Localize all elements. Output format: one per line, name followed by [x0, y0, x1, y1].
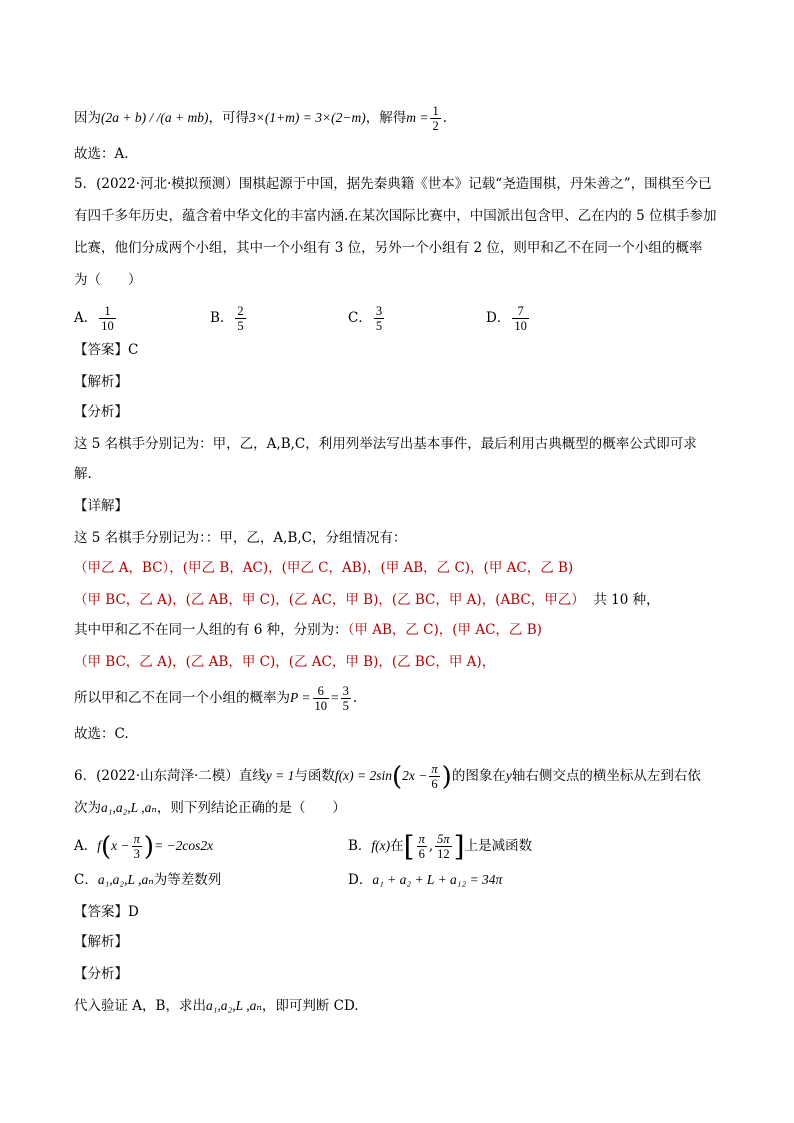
q5-groups-line-2-row: [74, 590, 660, 610]
q6-fenxi-heading: 【分析】: [74, 966, 128, 982]
q5-p-num2: 3: [342, 684, 349, 698]
q6-option-a-pi: π: [133, 832, 140, 846]
q5-analysis-2: 解.: [74, 466, 92, 482]
q5-probability-line: 所以甲和乙不在同一个小组的概率为P = $\frac{6}{10}$ = $\frac{3}{5}$ .: [74, 684, 358, 713]
q5-option-c-num: 3: [375, 304, 383, 318]
q6-analysis-pre: 代入验证 A，B，求出: [74, 998, 206, 1014]
q5-option-b-num: 2: [237, 304, 244, 318]
q6-function: f(x) = 2sin: [334, 768, 393, 783]
q5-option-d-num: 7: [512, 304, 529, 319]
q6-option-b-six: 6: [418, 847, 425, 861]
q6-option-a-rhs: = −2cos2x: [154, 838, 214, 853]
q6-option-b: B．f(x)在[ $\frac{\pi}{6}$ , $\frac{5\pi}{12}$ ]上是减函数: [348, 830, 533, 863]
q6-stem2-post: ，则下列结论正确的是（ ）: [156, 800, 346, 816]
q5-option-d-den: 10: [514, 319, 527, 333]
q6-stem2-pre: 次为: [74, 800, 101, 816]
q5-answer: 【答案】C: [74, 342, 139, 358]
q4-m-lhs: m =: [406, 110, 429, 125]
q6-option-a-arg: x −: [111, 838, 130, 853]
q4-parallel-expr: (2a + b) / /(a + mb): [101, 110, 209, 125]
q6-option-b-12: 12: [437, 847, 450, 861]
q6-option-b-5pi: 5π: [437, 832, 450, 846]
q5-diff-line-1: （甲 AB，乙 C)，(甲 AC，乙 B): [347, 622, 542, 638]
q6-option-a-label: A．: [74, 838, 98, 854]
q4-m-den: 2: [432, 119, 439, 133]
q6-stem-tail: 轴右侧交点的横坐标从左到右依: [511, 768, 701, 784]
q6-option-b-label: B．: [348, 838, 372, 854]
q5-diff-intro: 其中甲和乙不在同一人组的有 6 种，分别为：: [74, 622, 348, 638]
q4-end: .: [442, 110, 448, 126]
q6-option-b-post: 上是减函数: [464, 838, 533, 854]
q5-stem-3: 比赛，他们分成两个小组，其中一个小组有 3 位，另外一个小组有 2 位，则甲和乙不在同一个小组的概率: [74, 240, 703, 256]
q6-option-c-post: 为等差数列: [153, 872, 222, 888]
q4-post: ，解得: [365, 110, 407, 126]
q4-equation: 3×(1+m) = 3×(2−m): [248, 110, 366, 125]
q6-answer: 【答案】D: [74, 904, 139, 920]
q6-option-d-label: D．: [348, 872, 373, 888]
q6-stem-1: 6．(2022·山东菏泽·二模）直线y = 1与函数f(x) = 2sin(2x − $\frac{\pi}{6}$ )的图象在y轴右侧交点的横坐标从左到右依: [74, 762, 701, 792]
q6-analysis: [74, 996, 359, 1016]
q6-stem-2: [74, 798, 346, 818]
q5-option-c: [348, 304, 386, 333]
q6-option-a: A．f(x − $\frac{\pi}{3}$ )= −2cos2x: [74, 832, 214, 862]
q4-mid: ，可得: [208, 110, 249, 126]
q6-option-b-f: f(x): [371, 838, 391, 853]
q6-analysis-seq: a₁,a₂,L ,aₙ: [205, 998, 262, 1013]
q6-stem-pre: 6．(2022·山东菏泽·二模）直线: [74, 768, 266, 784]
q6-option-d: [348, 870, 502, 890]
q5-p-num1: 6: [313, 684, 330, 699]
q5-analysis-1: 这 5 名棋手分别记为：甲，乙，A,B,C，利用列举法写出基本事件，最后利用古典概型的概率公式即可求: [74, 436, 697, 452]
q6-stem-mid: 与函数: [294, 768, 335, 784]
q6-analysis-post: ，即可判断 CD.: [261, 998, 359, 1014]
q5-option-a-label: A．: [74, 310, 98, 326]
q6-fn-arg: 2x −: [402, 768, 428, 783]
q5-option-d: [486, 304, 531, 333]
q5-p-den2: 5: [342, 699, 349, 713]
q6-option-a-f: f: [97, 838, 102, 853]
q5-stem-2: 有四千多年历史，蕴含着中华文化的丰富内涵.在某次国际比赛中，中国派出包含甲、乙在内的 5 位棋手参加: [74, 208, 717, 224]
q4-m-fraction: [430, 104, 440, 133]
q6-jiexi-heading: 【解析】: [74, 934, 128, 950]
q5-option-b: [210, 304, 248, 333]
q5-option-b-label: B．: [210, 310, 234, 326]
q5-groups-line-2: （甲 BC，乙 A)，(乙 AB，甲 C)，(乙 AC，甲 B)，(乙 BC，甲 A)，(ABC，甲乙）: [74, 592, 585, 608]
q5-option-c-label: C．: [348, 310, 372, 326]
q5-option-a-num: 1: [99, 304, 116, 319]
q5-diff-line-2: （甲 BC，乙 A)，(乙 AB，甲 C)，(乙 AC，甲 B)，(乙 BC，甲 A)，: [74, 654, 496, 670]
q5-groups-line-1: （甲乙 A，BC），(甲乙 B，AC)，(甲乙 C，AB)，(甲 AB，乙 C)，(甲 AC，乙 B): [74, 560, 574, 576]
q5-fenxi-heading: 【分析】: [74, 404, 128, 420]
q6-sequence: a₁,a₂,L ,aₙ: [101, 800, 157, 815]
q5-prob-lhs: P =: [290, 690, 311, 705]
q4-conclusion-line: [74, 104, 447, 133]
q5-detail-intro: 这 5 名棋手分别记为：：甲，乙，A,B,C，分组情况有：: [74, 530, 407, 546]
q6-line-eq: y = 1: [265, 768, 295, 783]
q6-option-b-in: 在: [390, 838, 404, 854]
q6-option-c: [74, 870, 221, 890]
q6-stem-post: 的图象在: [451, 768, 506, 784]
q5-diff-intro-row: [74, 620, 542, 640]
q5-option-b-den: 5: [237, 319, 244, 333]
q6-option-d-expr: a₁ + a₂ + L + a₁₂ = 34π: [372, 872, 503, 887]
q5-jiexi-heading: 【解析】: [74, 374, 128, 390]
q4-pre: 因为: [74, 110, 101, 126]
q5-choose: 故选：C.: [74, 726, 129, 742]
q5-option-c-den: 5: [375, 319, 383, 333]
q5-stem-4: 为（ ）: [74, 272, 142, 288]
q4-choose: 故选：A.: [74, 146, 129, 162]
q4-m-num: 1: [432, 104, 439, 118]
q5-prob-pre: 所以甲和乙不在同一个小组的概率为: [74, 690, 290, 706]
q5-stem-1: 5．(2022·河北·模拟预测）围棋起源于中国，据先秦典籍《世本》记载“尧造围棋，丹朱善之”，围棋至今已: [74, 176, 712, 192]
q6-fn-six: 6: [431, 777, 438, 791]
q5-xiangjie-heading: 【详解】: [74, 498, 128, 514]
q5-prob-end: .: [352, 690, 358, 706]
q6-y-axis: y: [505, 768, 512, 783]
q6-option-c-label: C．: [74, 872, 98, 888]
q6-option-a-three: 3: [133, 847, 140, 861]
q6-fn-pi: π: [431, 762, 438, 776]
q5-option-a-den: 10: [101, 319, 114, 333]
q5-option-a: [74, 304, 118, 333]
q6-option-c-seq: a₁,a₂,L ,aₙ: [97, 872, 154, 887]
q5-option-d-label: D．: [486, 310, 511, 326]
q5-p-den1: 10: [314, 699, 327, 713]
q5-groups-count: 共 10 种，: [593, 592, 660, 608]
q6-option-b-pi: π: [418, 832, 425, 846]
